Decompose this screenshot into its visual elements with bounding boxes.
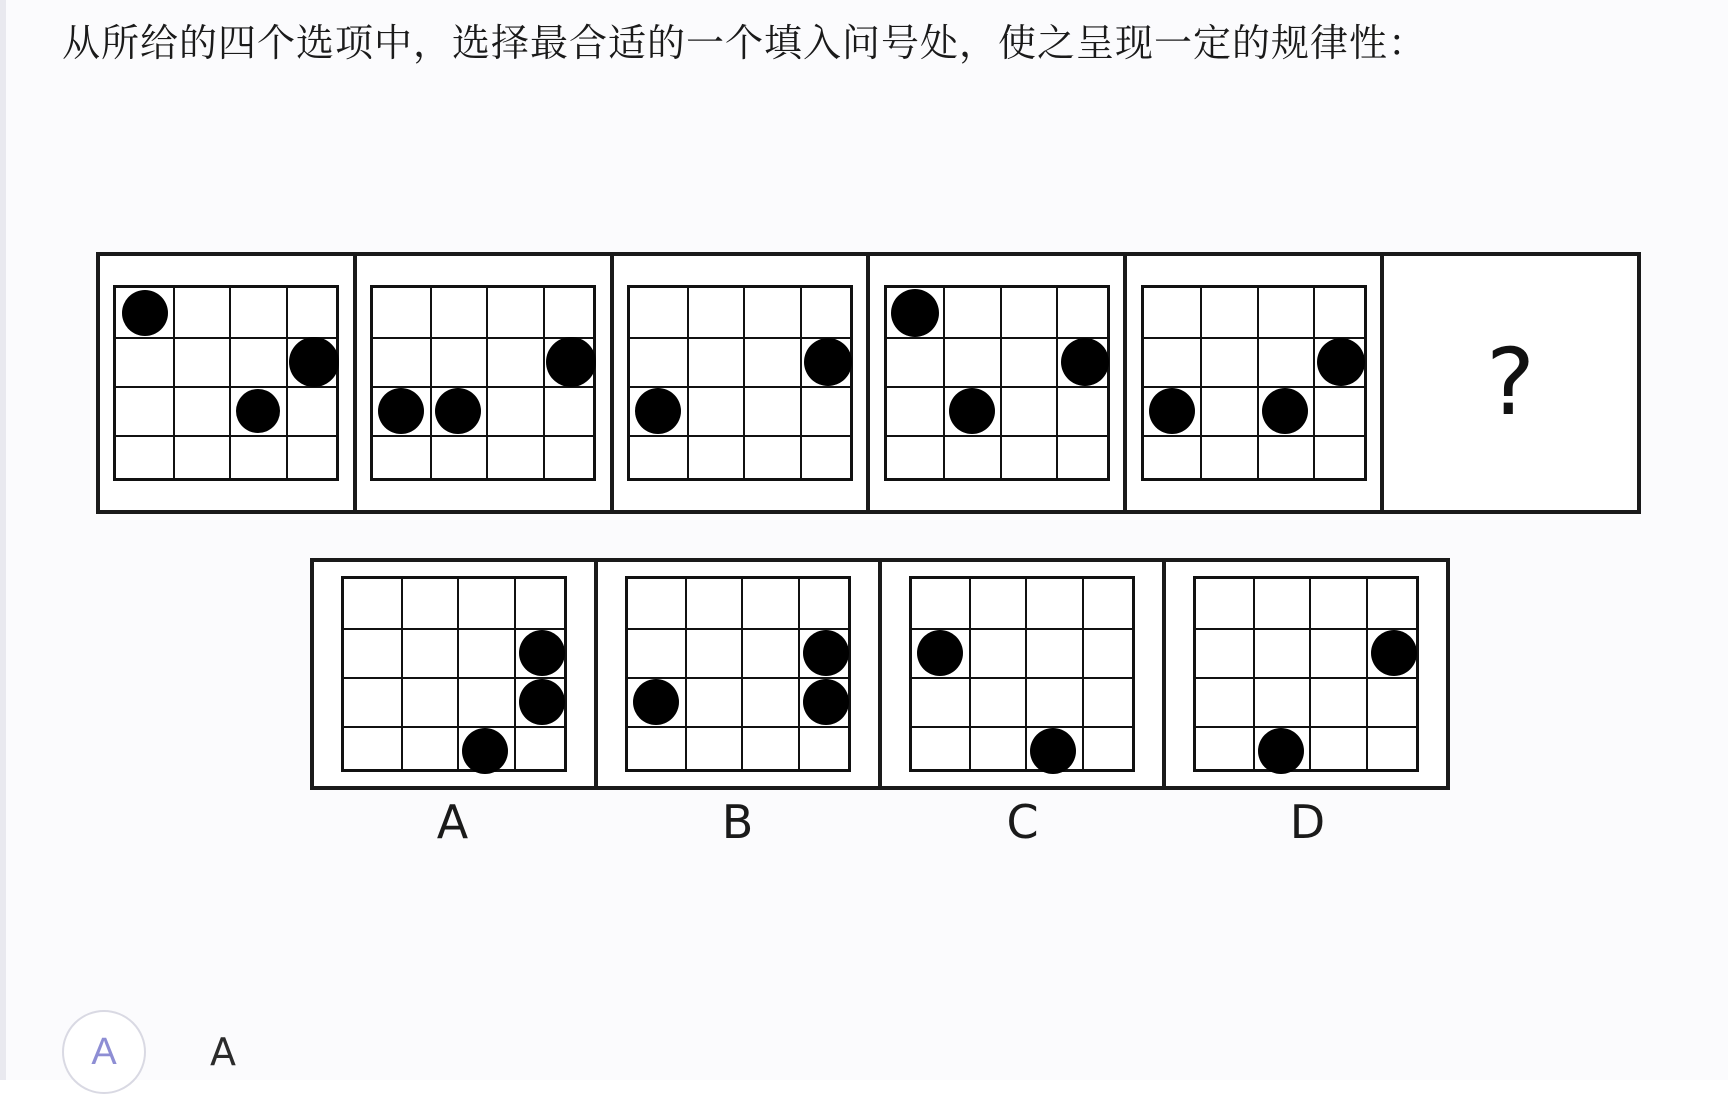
grid-line-vertical: [486, 288, 488, 478]
grid-line-vertical: [173, 288, 175, 478]
grid-dot: [1317, 338, 1365, 386]
grid-line-horizontal: [630, 337, 850, 339]
grid-line-vertical: [1082, 579, 1084, 769]
grid-line-vertical: [430, 288, 432, 478]
grid-dot: [803, 630, 849, 676]
grid-line-horizontal: [344, 628, 564, 630]
grid-line-horizontal: [1144, 435, 1364, 437]
grid-line-vertical: [1313, 288, 1315, 478]
grid-dot: [378, 388, 424, 434]
option-figure-d: [1193, 576, 1419, 772]
question-prompt: 从所给的四个选项中，选择最合适的一个填入问号处，使之呈现一定的规律性：: [62, 21, 1428, 65]
answer-letter: A: [210, 1030, 236, 1074]
grid-line-horizontal: [1196, 677, 1416, 679]
stem-cell: [1127, 256, 1384, 510]
option-label-d: D: [1289, 795, 1326, 849]
grid-line-vertical: [543, 288, 545, 478]
stem-cell: [870, 256, 1127, 510]
stem-sequence-row: [96, 252, 1641, 514]
option-cell-d[interactable]: [1166, 562, 1446, 786]
stem-cell-question: [1384, 256, 1637, 510]
grid-line-vertical: [1025, 579, 1027, 769]
option-cell-b[interactable]: [598, 562, 882, 786]
option-cell-a[interactable]: [314, 562, 598, 786]
stem-cell: [357, 256, 614, 510]
stem-figure-3: [627, 285, 853, 481]
grid-line-vertical: [1309, 579, 1311, 769]
grid-line-horizontal: [912, 677, 1132, 679]
grid-dot: [1149, 388, 1195, 434]
grid-dot: [289, 337, 339, 387]
grid-dot: [635, 388, 681, 434]
grid-line-horizontal: [344, 677, 564, 679]
grid-line-horizontal: [630, 435, 850, 437]
grid-line-vertical: [286, 288, 288, 478]
grid-line-horizontal: [1196, 726, 1416, 728]
grid-dot: [122, 290, 168, 336]
grid-line-horizontal: [628, 628, 848, 630]
option-figure-c: [909, 576, 1135, 772]
options-row: [310, 558, 1450, 790]
grid-line-horizontal: [116, 386, 336, 388]
left-rail: [0, 0, 6, 1080]
grid-line-vertical: [1257, 288, 1259, 478]
grid-line-horizontal: [912, 726, 1132, 728]
grid-line-vertical: [687, 288, 689, 478]
grid-line-vertical: [1366, 579, 1368, 769]
stem-cell: [100, 256, 357, 510]
grid-line-horizontal: [1144, 337, 1364, 339]
grid-dot: [917, 630, 963, 676]
grid-line-vertical: [1253, 579, 1255, 769]
grid-line-vertical: [1056, 288, 1058, 478]
option-figure-b: [625, 576, 851, 772]
answer-badge: A: [62, 1010, 146, 1094]
grid-line-horizontal: [887, 435, 1107, 437]
grid-line-vertical: [514, 579, 516, 769]
grid-dot: [1371, 630, 1417, 676]
grid-dot: [236, 389, 280, 433]
option-figure-a: [341, 576, 567, 772]
stem-figure-5: [1141, 285, 1367, 481]
grid-line-horizontal: [116, 435, 336, 437]
grid-dot: [519, 630, 565, 676]
grid-dot: [803, 679, 849, 725]
grid-dot: [462, 728, 508, 774]
grid-dot: [519, 679, 565, 725]
grid-dot: [435, 388, 481, 434]
grid-dot: [1262, 388, 1308, 434]
grid-line-horizontal: [887, 337, 1107, 339]
answer-strip: [62, 1010, 236, 1094]
grid-dot: [1030, 728, 1076, 774]
grid-line-vertical: [685, 579, 687, 769]
grid-line-vertical: [743, 288, 745, 478]
grid-line-vertical: [800, 288, 802, 478]
grid-line-vertical: [457, 579, 459, 769]
grid-line-horizontal: [887, 386, 1107, 388]
grid-dot: [546, 337, 596, 387]
grid-dot: [949, 388, 995, 434]
option-label-c: C: [1006, 795, 1039, 849]
stem-figure-4: [884, 285, 1110, 481]
grid-dot: [891, 289, 939, 337]
option-label-b: B: [721, 795, 754, 849]
grid-line-horizontal: [628, 726, 848, 728]
grid-line-horizontal: [373, 435, 593, 437]
grid-line-vertical: [1200, 288, 1202, 478]
grid-line-vertical: [229, 288, 231, 478]
option-labels: [310, 795, 1450, 855]
grid-dot: [1258, 728, 1304, 774]
grid-line-vertical: [741, 579, 743, 769]
stem-figure-2: [370, 285, 596, 481]
stem-figure-1: [113, 285, 339, 481]
option-cell-c[interactable]: [882, 562, 1166, 786]
grid-line-vertical: [401, 579, 403, 769]
grid-line-vertical: [798, 579, 800, 769]
grid-dot: [1061, 338, 1109, 386]
grid-dot: [633, 679, 679, 725]
grid-dot: [804, 338, 852, 386]
grid-line-vertical: [969, 579, 971, 769]
grid-line-horizontal: [344, 726, 564, 728]
stem-cell: [614, 256, 871, 510]
question-mark: ?: [1486, 329, 1535, 436]
option-label-a: A: [436, 795, 469, 849]
grid-line-horizontal: [1196, 628, 1416, 630]
grid-line-vertical: [1000, 288, 1002, 478]
grid-line-vertical: [943, 288, 945, 478]
